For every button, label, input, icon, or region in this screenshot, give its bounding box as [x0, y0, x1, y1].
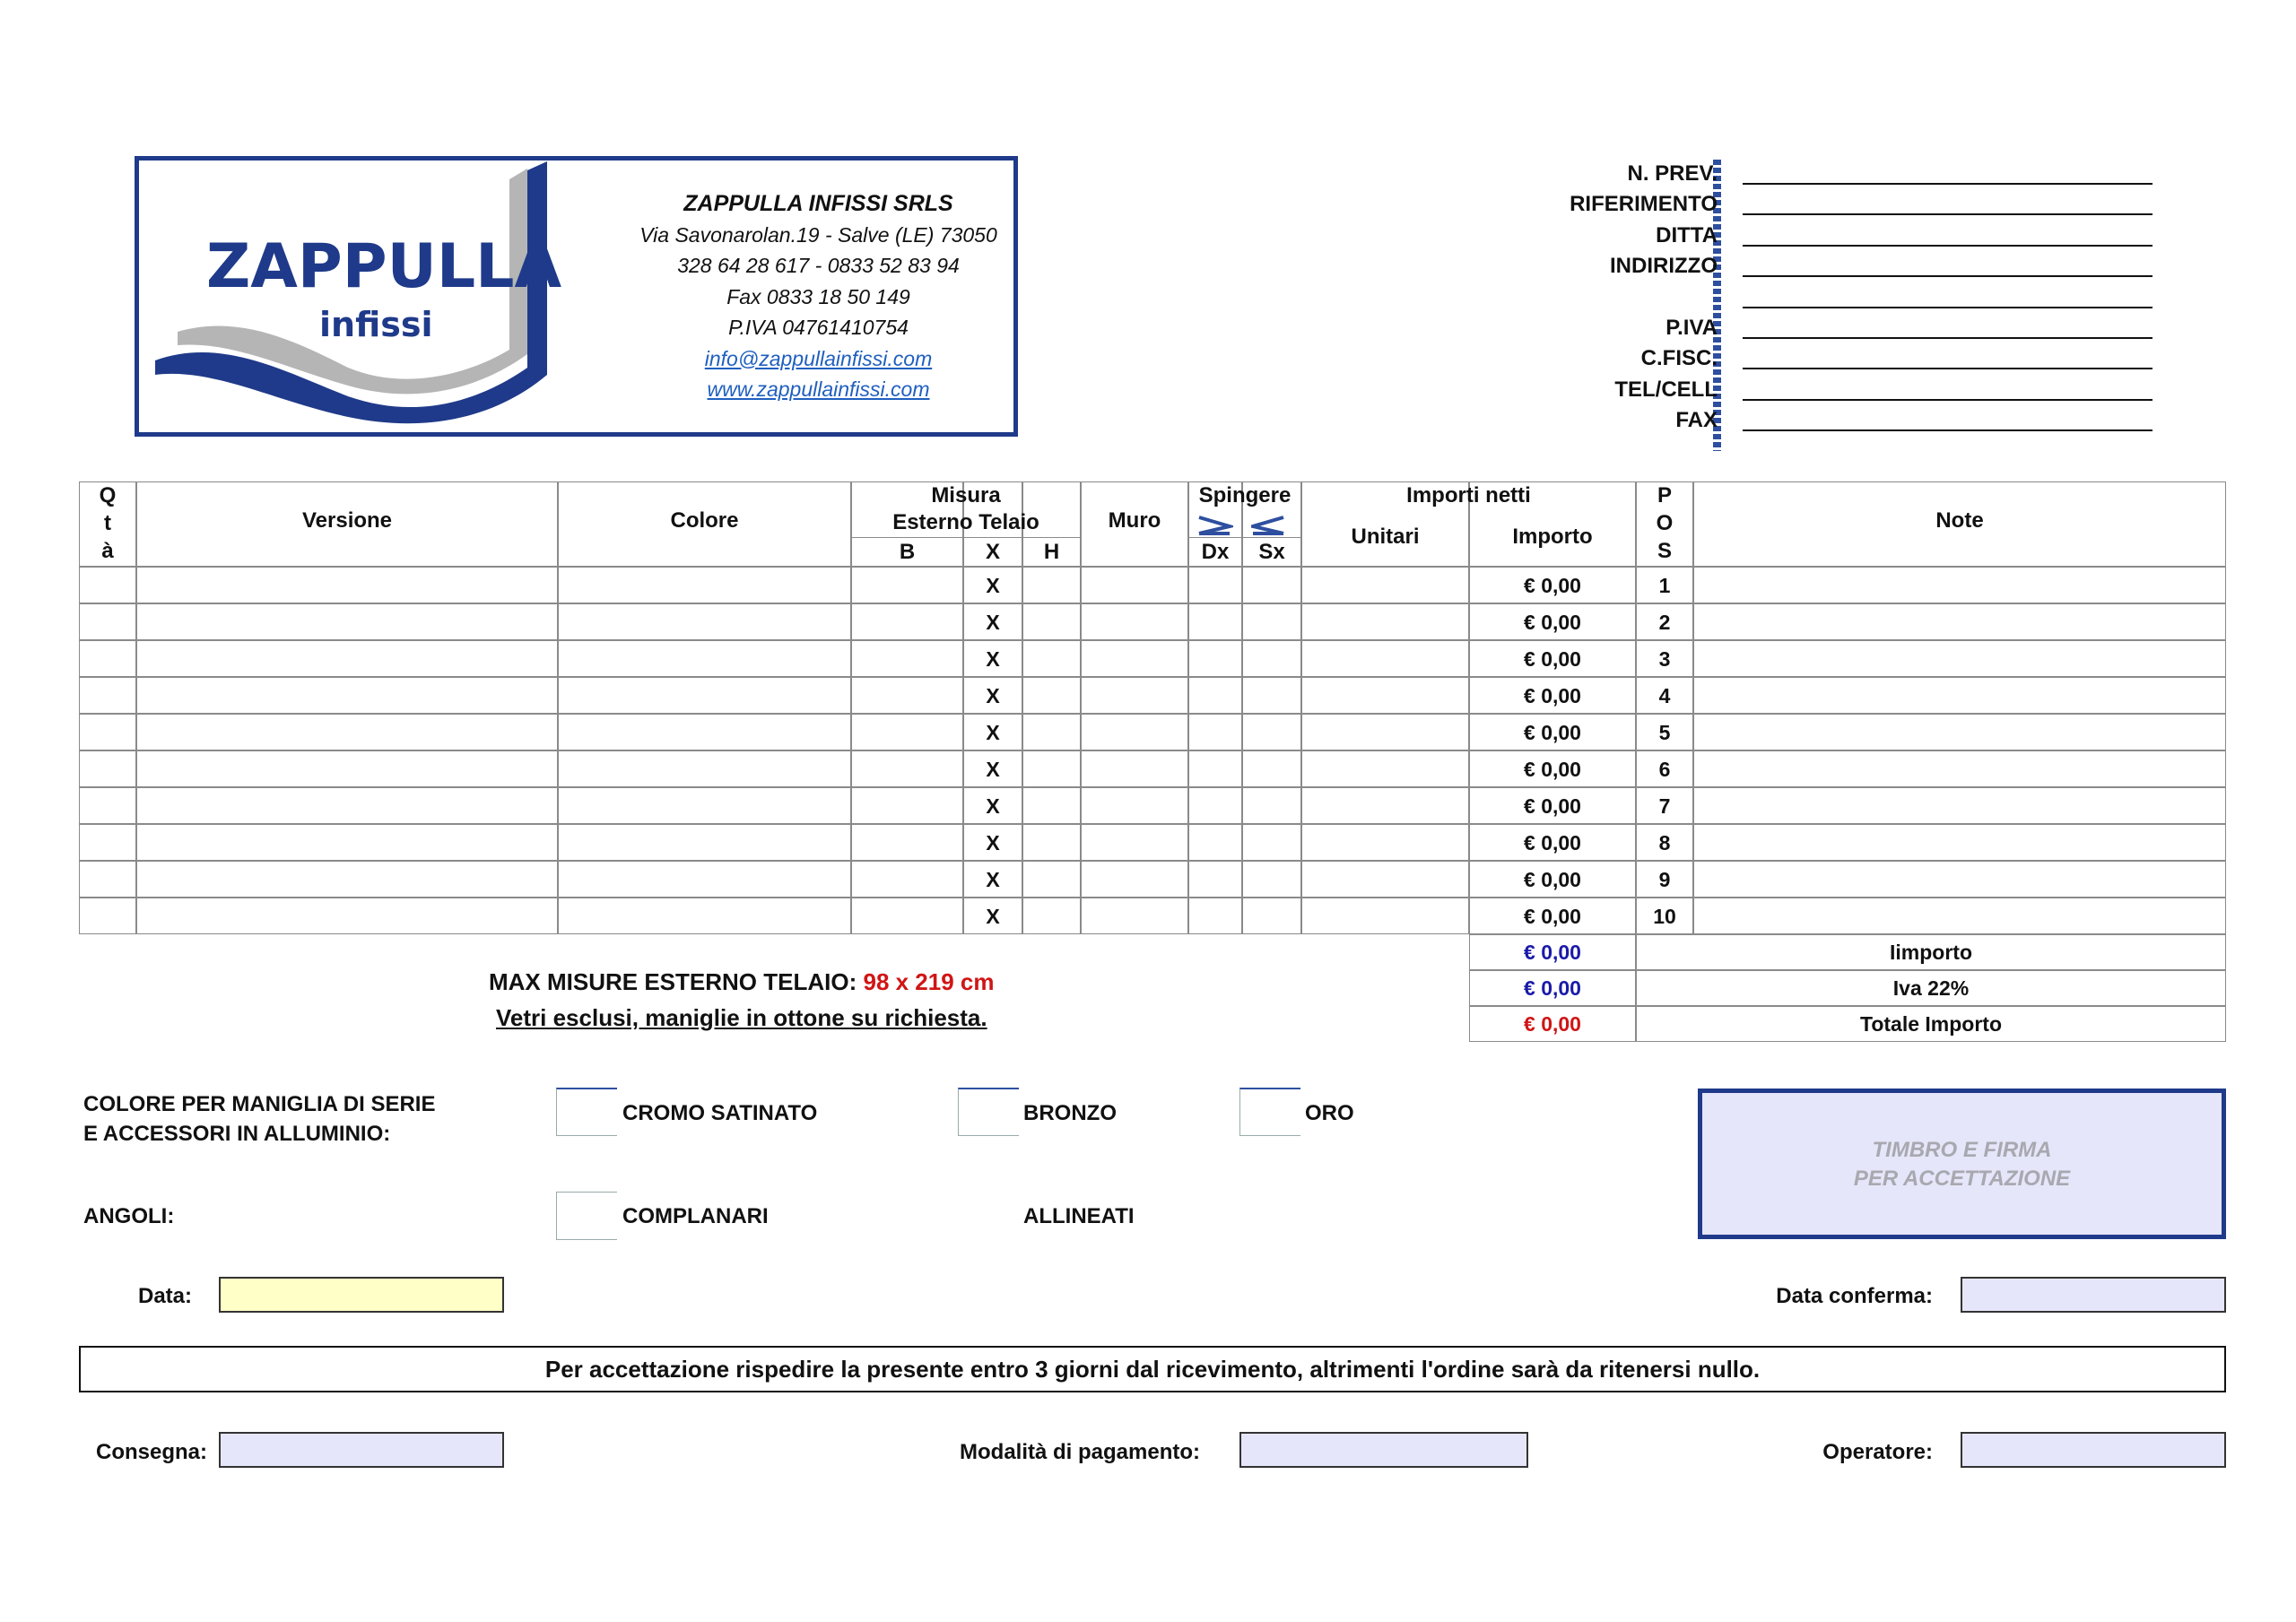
bronzo-checkbox[interactable]: [958, 1088, 1019, 1136]
table-cell[interactable]: [79, 677, 136, 714]
table-cell[interactable]: [1242, 750, 1301, 787]
row-importo: € 0,00: [1524, 611, 1581, 634]
table-cell[interactable]: [79, 787, 136, 824]
table-cell[interactable]: [136, 640, 558, 677]
table-cell[interactable]: [1081, 898, 1188, 934]
table-cell[interactable]: [1693, 714, 2226, 750]
row-x-mark: X: [986, 868, 1000, 891]
logo-subtitle: infissi: [319, 305, 433, 344]
row-x-mark: X: [986, 831, 1000, 854]
table-cell[interactable]: [1301, 787, 1469, 824]
row-x-mark: X: [986, 758, 1000, 781]
header-field-input-line[interactable]: [1743, 429, 2152, 431]
x-header: X: [985, 540, 1000, 564]
qta-header-t: t: [104, 511, 111, 535]
table-cell[interactable]: [1188, 824, 1242, 861]
handle-color-label-2: E ACCESSORI IN ALLUMINIO:: [83, 1122, 391, 1146]
table-cell[interactable]: [1081, 640, 1188, 677]
table-cell[interactable]: [1301, 750, 1469, 787]
stamp-line-1: TIMBRO E FIRMA: [1872, 1138, 2052, 1162]
row-importo: € 0,00: [1524, 758, 1581, 781]
table-cell[interactable]: [1301, 714, 1469, 750]
b-header: B: [899, 540, 916, 564]
table-cell[interactable]: [1081, 787, 1188, 824]
table-cell[interactable]: [1242, 824, 1301, 861]
table-cell[interactable]: [851, 750, 963, 787]
table-cell[interactable]: [1022, 824, 1081, 861]
header-field-input-line[interactable]: [1743, 399, 2152, 401]
table-cell[interactable]: [1081, 750, 1188, 787]
table-cell[interactable]: [1188, 677, 1242, 714]
table-cell[interactable]: [1693, 603, 2226, 640]
table-cell[interactable]: [1188, 567, 1242, 603]
complanari-checkbox[interactable]: [556, 1192, 617, 1240]
note-header: Note: [1935, 508, 1984, 533]
table-cell[interactable]: [1188, 898, 1242, 934]
dx-header: Dx: [1201, 540, 1230, 564]
table-cell[interactable]: [851, 824, 963, 861]
table-cell[interactable]: [851, 898, 963, 934]
row-pos: 10: [1653, 905, 1676, 928]
table-cell[interactable]: [136, 567, 558, 603]
table-cell[interactable]: [1693, 750, 2226, 787]
table-cell[interactable]: [1022, 714, 1081, 750]
header-field-label: TEL/CELL: [1614, 377, 1718, 402]
table-cell[interactable]: [79, 567, 136, 603]
table-cell[interactable]: [851, 714, 963, 750]
cromo-checkbox[interactable]: [556, 1088, 617, 1136]
table-cell[interactable]: [79, 861, 136, 898]
table-cell[interactable]: [558, 787, 851, 824]
versione-header: Versione: [301, 508, 393, 533]
table-cell[interactable]: [1081, 603, 1188, 640]
header-field-input-line[interactable]: [1743, 368, 2152, 369]
esterno-telaio-header: Esterno Telaio: [892, 510, 1039, 534]
max-measures-label: MAX MISURE ESTERNO TELAIO:: [489, 968, 857, 995]
operator-field[interactable]: [1961, 1432, 2226, 1468]
total-label: Iva 22%: [1892, 976, 1970, 1000]
table-cell[interactable]: [1301, 677, 1469, 714]
table-cell[interactable]: [558, 898, 851, 934]
header-field-input-line[interactable]: [1743, 307, 2152, 308]
row-pos: 1: [1658, 574, 1671, 597]
table-cell[interactable]: [1081, 824, 1188, 861]
total-label: Totale Importo: [1859, 1012, 2002, 1036]
qta-header-a: à: [101, 539, 114, 563]
table-cell[interactable]: [136, 677, 558, 714]
table-cell[interactable]: [1188, 603, 1242, 640]
table-cell[interactable]: [136, 898, 558, 934]
table-cell[interactable]: [1242, 567, 1301, 603]
table-cell[interactable]: [851, 787, 963, 824]
table-cell[interactable]: [1188, 861, 1242, 898]
oro-label: ORO: [1305, 1101, 1354, 1125]
bronzo-label: BRONZO: [1023, 1101, 1117, 1125]
table-cell[interactable]: [79, 750, 136, 787]
table-cell[interactable]: [1022, 861, 1081, 898]
total-label: Iimporto: [1890, 941, 1972, 964]
row-x-mark: X: [986, 721, 1000, 744]
table-cell[interactable]: [1693, 677, 2226, 714]
push-right-icon: [1197, 514, 1233, 537]
handle-color-label-1: COLORE PER MANIGLIA DI SERIE: [83, 1092, 436, 1116]
table-cell[interactable]: [851, 567, 963, 603]
max-measures-value: 98 x 219 cm: [863, 968, 995, 995]
pos-header-s: S: [1657, 539, 1672, 563]
cromo-label: CROMO SATINATO: [622, 1101, 818, 1125]
importo-header: Importo: [1512, 525, 1593, 549]
table-cell[interactable]: [79, 714, 136, 750]
table-cell[interactable]: [136, 603, 558, 640]
complanari-label: COMPLANARI: [622, 1204, 769, 1228]
row-pos: 4: [1658, 684, 1671, 707]
row-importo: € 0,00: [1524, 684, 1581, 707]
header-field-input-line[interactable]: [1743, 337, 2152, 339]
table-cell[interactable]: [1081, 714, 1188, 750]
row-pos: 8: [1658, 831, 1671, 854]
total-value: € 0,00: [1524, 976, 1581, 1000]
table-cell[interactable]: [1242, 861, 1301, 898]
row-importo: € 0,00: [1524, 647, 1581, 671]
company-name: ZAPPULLA INFISSI SRLS: [683, 191, 953, 216]
oro-checkbox[interactable]: [1239, 1088, 1300, 1136]
header-field-input-line[interactable]: [1743, 183, 2152, 185]
table-cell[interactable]: [558, 750, 851, 787]
row-pos: 6: [1658, 758, 1671, 781]
table-cell[interactable]: [1022, 677, 1081, 714]
table-cell[interactable]: [558, 824, 851, 861]
operator-label: Operatore:: [1822, 1440, 1933, 1464]
row-x-mark: X: [986, 574, 1000, 597]
stamp-line-2: PER ACCETTAZIONE: [1853, 1167, 2071, 1191]
company-piva: P.IVA 04761410754: [728, 316, 909, 339]
table-cell[interactable]: [851, 861, 963, 898]
table-cell[interactable]: [1242, 787, 1301, 824]
row-importo: € 0,00: [1524, 794, 1581, 818]
delivery-field[interactable]: [219, 1432, 504, 1468]
delivery-label: Consegna:: [96, 1440, 208, 1464]
table-cell[interactable]: [1242, 640, 1301, 677]
row-x-mark: X: [986, 611, 1000, 634]
row-x-mark: X: [986, 647, 1000, 671]
header-field-label: P.IVA: [1665, 316, 1718, 340]
date-field[interactable]: [219, 1277, 504, 1313]
table-cell[interactable]: [1693, 640, 2226, 677]
header-field-label: RIFERIMENTO: [1570, 192, 1718, 217]
angles-label: ANGOLI:: [83, 1204, 175, 1228]
table-cell[interactable]: [1022, 567, 1081, 603]
table-cell[interactable]: [1242, 898, 1301, 934]
row-x-mark: X: [986, 794, 1000, 818]
table-cell[interactable]: [558, 861, 851, 898]
unitari-header: Unitari: [1351, 525, 1420, 549]
table-cell[interactable]: [79, 640, 136, 677]
table-cell[interactable]: [79, 898, 136, 934]
row-pos: 7: [1658, 794, 1671, 818]
row-importo: € 0,00: [1524, 831, 1581, 854]
company-phones: 328 64 28 617 - 0833 52 83 94: [677, 254, 960, 277]
table-cell[interactable]: [1081, 677, 1188, 714]
row-pos: 5: [1658, 721, 1671, 744]
table-cell[interactable]: [558, 714, 851, 750]
pos-header-o: O: [1656, 511, 1674, 535]
company-website-link[interactable]: www.zappullainfissi.com: [707, 377, 930, 401]
table-cell[interactable]: [558, 603, 851, 640]
max-measures-note: [489, 968, 995, 996]
table-cell[interactable]: [136, 750, 558, 787]
company-fax: Fax 0833 18 50 149: [726, 284, 910, 308]
header-field-label: FAX: [1675, 408, 1718, 433]
table-cell[interactable]: [1693, 787, 2226, 824]
row-importo: € 0,00: [1524, 721, 1581, 744]
row-importo: € 0,00: [1524, 868, 1581, 891]
table-cell[interactable]: [558, 677, 851, 714]
table-cell[interactable]: [1242, 677, 1301, 714]
qta-header-q: Q: [99, 483, 117, 507]
table-cell[interactable]: [1693, 567, 2226, 603]
table-cell[interactable]: [1188, 750, 1242, 787]
allineati-label: ALLINEATI: [1023, 1204, 1135, 1228]
table-cell[interactable]: [1188, 640, 1242, 677]
row-importo: € 0,00: [1524, 574, 1581, 597]
table-cell[interactable]: [136, 861, 558, 898]
table-cell[interactable]: [558, 640, 851, 677]
table-cell[interactable]: [1693, 861, 2226, 898]
importi-netti-header: Importi netti: [1406, 483, 1531, 507]
table-cell[interactable]: [1022, 603, 1081, 640]
company-email-link[interactable]: info@zappullainfissi.com: [704, 346, 933, 370]
table-cell[interactable]: [79, 824, 136, 861]
row-pos: 3: [1658, 647, 1671, 671]
table-cell[interactable]: [1242, 714, 1301, 750]
company-address: Via Savonarolan.19 - Salve (LE) 73050: [639, 222, 997, 247]
misura-header: Misura: [931, 483, 1001, 507]
row-pos: 9: [1658, 868, 1671, 891]
stamp-signature-box[interactable]: [1698, 1089, 2226, 1239]
table-cell[interactable]: [1188, 714, 1242, 750]
table-cell[interactable]: [1693, 898, 2226, 934]
table-cell[interactable]: [1022, 640, 1081, 677]
row-x-mark: X: [986, 684, 1000, 707]
header-field-label: DITTA: [1656, 222, 1718, 247]
h-header: H: [1043, 540, 1060, 564]
row-x-mark: X: [986, 905, 1000, 928]
table-cell[interactable]: [1022, 898, 1081, 934]
glass-note: Vetri esclusi, maniglie in ottone su richiesta.: [496, 1004, 987, 1031]
row-pos: 2: [1658, 611, 1671, 634]
spingere-header: Spingere: [1198, 483, 1292, 507]
table-cell[interactable]: [1301, 898, 1469, 934]
logo-wordmark: ZAPPULLA: [206, 231, 562, 302]
header-field-label: C.FISC.: [1640, 346, 1718, 371]
table-cell[interactable]: [1301, 640, 1469, 677]
header-field-input-line[interactable]: [1743, 275, 2152, 277]
total-value: € 0,00: [1524, 1012, 1581, 1036]
confirm-date-label: Data conferma:: [1776, 1284, 1933, 1308]
table-cell[interactable]: [851, 677, 963, 714]
table-cell[interactable]: [1022, 750, 1081, 787]
table-cell[interactable]: [1301, 567, 1469, 603]
header-field-label: INDIRIZZO: [1610, 254, 1718, 279]
table-cell[interactable]: [1188, 787, 1242, 824]
company-info: [619, 188, 1018, 405]
table-cell[interactable]: [136, 714, 558, 750]
table-cell[interactable]: [558, 567, 851, 603]
payment-label: Modalità di pagamento:: [960, 1440, 1201, 1464]
table-cell[interactable]: [1301, 824, 1469, 861]
header-field-input-line[interactable]: [1743, 245, 2152, 247]
table-cell[interactable]: [1301, 603, 1469, 640]
colore-header: Colore: [670, 508, 739, 533]
confirm-date-field[interactable]: [1961, 1277, 2226, 1313]
acceptance-notice: Per accettazione rispedire la presente entro 3 giorni dal ricevimento, altrimenti l'ordine sarà da ritenersi nullo.: [79, 1346, 2226, 1392]
table-cell[interactable]: [79, 603, 136, 640]
table-cell[interactable]: [1693, 824, 2226, 861]
total-value: € 0,00: [1524, 941, 1581, 964]
payment-field[interactable]: [1239, 1432, 1528, 1468]
table-cell[interactable]: [1022, 787, 1081, 824]
date-label: Data:: [138, 1284, 193, 1308]
sx-header: Sx: [1258, 540, 1285, 564]
table-cell[interactable]: [1081, 567, 1188, 603]
table-cell[interactable]: [1301, 861, 1469, 898]
table-cell[interactable]: [1081, 861, 1188, 898]
header-field-label: N. PREV.: [1627, 161, 1718, 186]
table-cell[interactable]: [851, 640, 963, 677]
header-field-input-line[interactable]: [1743, 213, 2152, 215]
table-cell[interactable]: [136, 787, 558, 824]
push-left-icon: [1251, 514, 1287, 537]
row-importo: € 0,00: [1524, 905, 1581, 928]
pos-header-p: P: [1657, 483, 1672, 507]
muro-header: Muro: [1108, 508, 1161, 533]
table-cell[interactable]: [136, 824, 558, 861]
table-cell[interactable]: [1242, 603, 1301, 640]
zappulla-logo: [151, 161, 590, 430]
table-cell[interactable]: [851, 603, 963, 640]
